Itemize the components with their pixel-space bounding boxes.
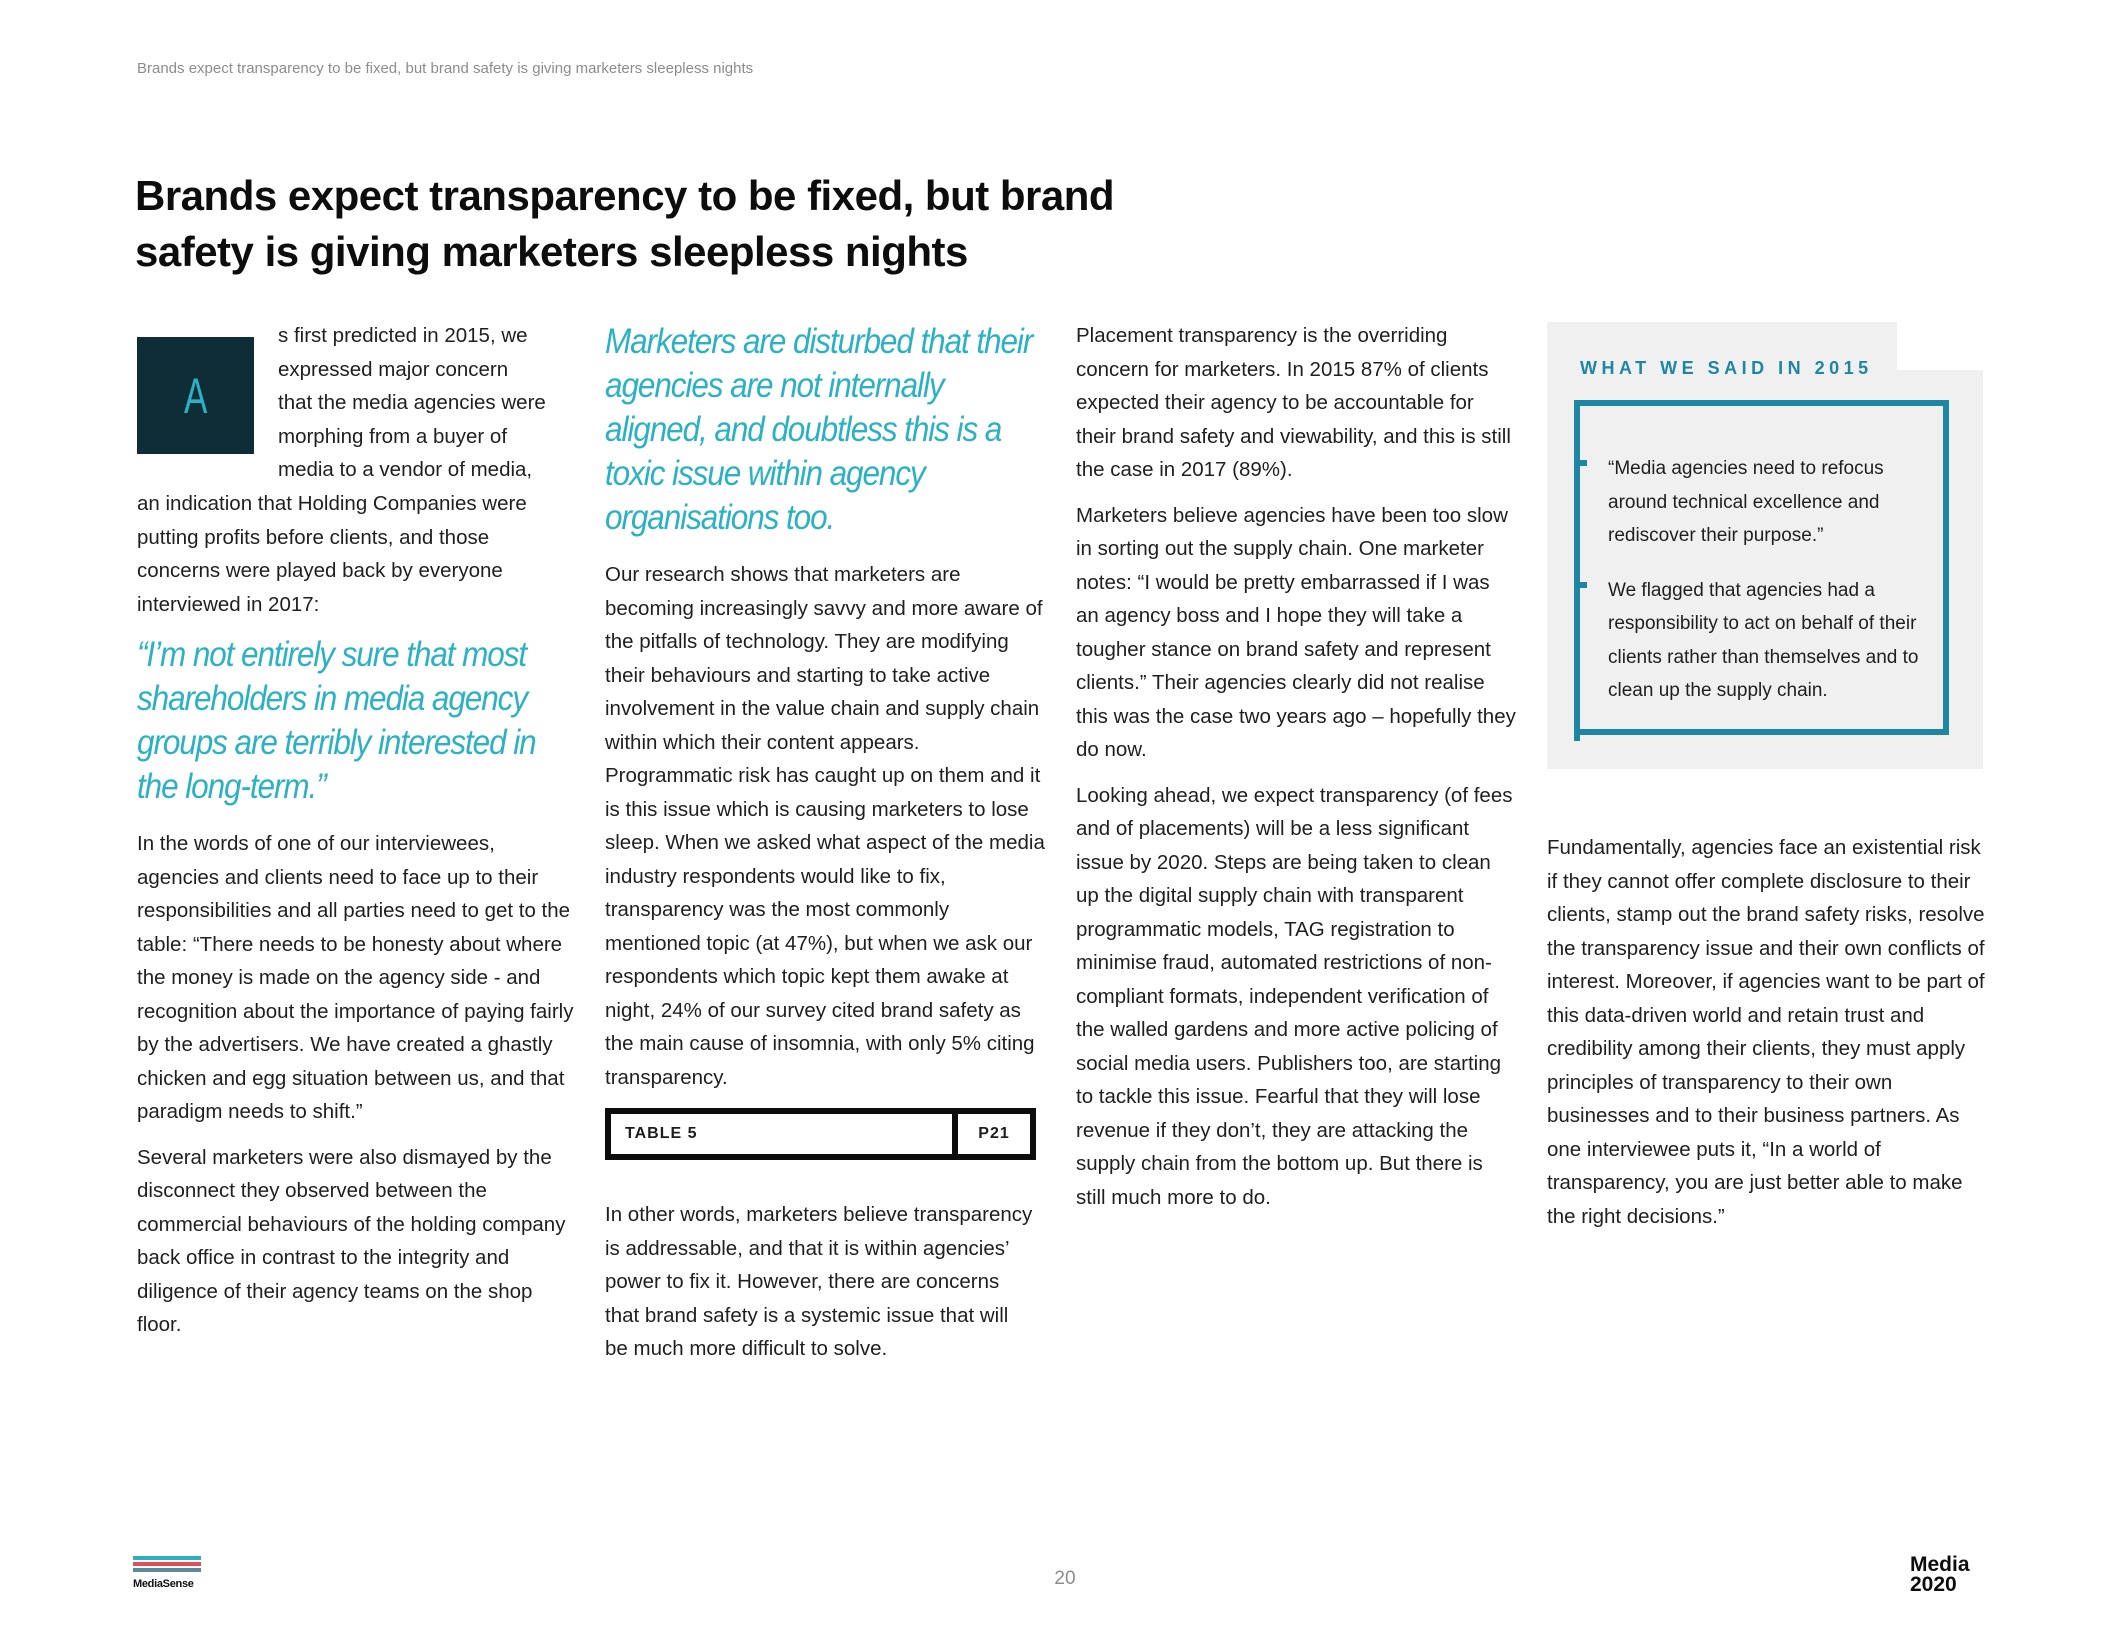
column-1 bbox=[137, 487, 577, 1354]
page-number: 20 bbox=[1054, 1568, 1076, 1589]
mediasense-logo bbox=[133, 1556, 201, 1590]
logo-text: MediaSense bbox=[133, 1578, 194, 1590]
sidebar-tick bbox=[1578, 460, 1587, 466]
paragraph: Our research shows that marketers are becoming increasingly savvy and more aware of the pitfalls of technology. They are modifying their behaviours and starting to take active involvement in the value chain and supply chain within which their content appears. Programmatic risk has caught up on them and it is this issue which is causing marketers to lose sleep. When we asked what aspect of the media industry respondents would like to fix, transparency was the most commonly mentioned topic (at 47%), but when we ask our respondents which topic kept them awake at night, 24% of our survey cited brand safety as the main cause of insomnia, with only 5% citing transparency. bbox=[605, 563, 1045, 1089]
paragraph: In the words of one of our interviewees, agencies and clients need to face up to their responsibilities and all parties need to get to the table: “There needs to be honesty about where the money is made on the agency side - and recognition about the importance of paying fairly by the advertisers. We have created a ghastly chicken and egg situation between us, and that paradigm needs to shift.” bbox=[137, 832, 574, 1123]
sidebar-frame-left-border bbox=[1574, 400, 1580, 741]
brand-line-2: 2020 bbox=[1910, 1573, 1957, 1596]
column-3 bbox=[1076, 319, 1516, 1226]
intro-paragraph: an indication that Holding Companies were putting profits before clients, and those concerns were played back by everyone interviewed in 2017: bbox=[137, 492, 527, 616]
table-label: TABLE 5 bbox=[625, 1125, 698, 1142]
intro-line: expressed major concern bbox=[278, 358, 509, 381]
dropcap bbox=[137, 337, 254, 454]
column-4 bbox=[1547, 831, 1987, 1245]
paragraph: Fundamentally, agencies face an existential risk if they cannot offer complete disclosure to their clients, stamp out the brand safety risks, resolve the transparency issue and their own conflicts of interest. Moreover, if agencies want to be part of this data-driven world and retain trust and credibility among their clients, they must apply principles of transparency to their own businesses and to their business partners. As one interviewee puts it, “In a world of transparency, you are just better able to make the right decisions.” bbox=[1547, 836, 1985, 1228]
column-2-continued bbox=[605, 1198, 1035, 1378]
paragraph: In other words, marketers believe transparency is addressable, and that it is within agencies’ power to fix it. However, there are concerns that brand safety is a systemic issue that will be much more difficult to solve. bbox=[605, 1203, 1033, 1360]
paragraph: Placement transparency is the overriding concern for marketers. In 2015 87% of clients expected their agency to be accountable for their brand safety and viewability, and this is still the case in 2017 (89%). bbox=[1076, 324, 1511, 481]
table-page-ref: P21 bbox=[978, 1125, 1010, 1142]
running-header: Brands expect transparency to be fixed, but brand safety is giving marketers sleepless nights bbox=[137, 60, 754, 77]
title-line-1: Brands expect transparency to be fixed, but brand bbox=[135, 172, 1115, 219]
sidebar-heading: WHAT WE SAID IN 2015 bbox=[1580, 358, 1873, 378]
table-reference-button[interactable] bbox=[605, 1108, 1036, 1160]
sidebar-notch bbox=[1897, 322, 1983, 370]
pull-quote: “I’m not entirely sure that most shareholders in media agency groups are terribly interested in the long-term.” bbox=[137, 635, 536, 806]
title-line-2: safety is giving marketers sleepless nights bbox=[135, 228, 968, 275]
sidebar-tick bbox=[1578, 582, 1587, 588]
paragraph: Marketers believe agencies have been too slow in sorting out the supply chain. One marketer notes: “I would be pretty embarrassed if I was an agency boss and I hope they will take a tougher stance on brand safety and represent clients.” Their agencies clearly did not realise this was the case two years ago – hopefully they do now. bbox=[1076, 503, 1516, 761]
intro-line: s first predicted in 2015, we bbox=[278, 324, 528, 347]
sidebar-item-text: “Media agencies need to refocus around technical excellence and rediscover their purpose.” bbox=[1608, 458, 1884, 546]
sidebar-item bbox=[1608, 574, 1928, 708]
paragraph: Several marketers were also dismayed by the disconnect they observed between the commercial behaviours of the holding company back office in contrast to the integrity and diligence of their agency teams on the shop floor. bbox=[137, 1145, 566, 1336]
intro-line: morphing from a buyer of bbox=[278, 425, 508, 448]
sidebar-item-text: We flagged that agencies had a responsibility to act on behalf of their clients rather than themselves and to clean up the supply chain. bbox=[1608, 579, 1919, 701]
logo-bar bbox=[133, 1568, 201, 1572]
media-2020-brand bbox=[1910, 1555, 1970, 1595]
dropcap-letter: A bbox=[183, 367, 208, 424]
intro-line: media to a vendor of media, bbox=[278, 458, 533, 481]
paragraph: Looking ahead, we expect transparency (of fees and of placements) will be a less significant issue by 2020. Steps are being taken to clean up the digital supply chain with transparent programmatic models, TAG registration to minimise fraud, automated restrictions of non-compliant formats, independent verification of the walled gardens and more active policing of social media users. Publishers too, are starting to tackle this issue. Fearful that they will lose revenue if they don’t, they are attacking the supply chain from the bottom up. But there is still much more to do. bbox=[1076, 783, 1513, 1209]
logo-bar bbox=[133, 1562, 201, 1566]
logo-bar bbox=[133, 1556, 201, 1560]
sidebar-item bbox=[1608, 452, 1928, 553]
pull-quote: Marketers are disturbed that their agencies are not internally aligned, and doubtless this is a toxic issue within agency organisations too. bbox=[605, 322, 1033, 537]
page-title bbox=[135, 168, 1235, 280]
logo-mark bbox=[133, 1556, 201, 1574]
brand-line-1: Media bbox=[1910, 1553, 1970, 1576]
sidebar-list bbox=[1608, 452, 1928, 729]
column-2 bbox=[605, 320, 1045, 1106]
intro-line: that the media agencies were bbox=[278, 391, 546, 414]
